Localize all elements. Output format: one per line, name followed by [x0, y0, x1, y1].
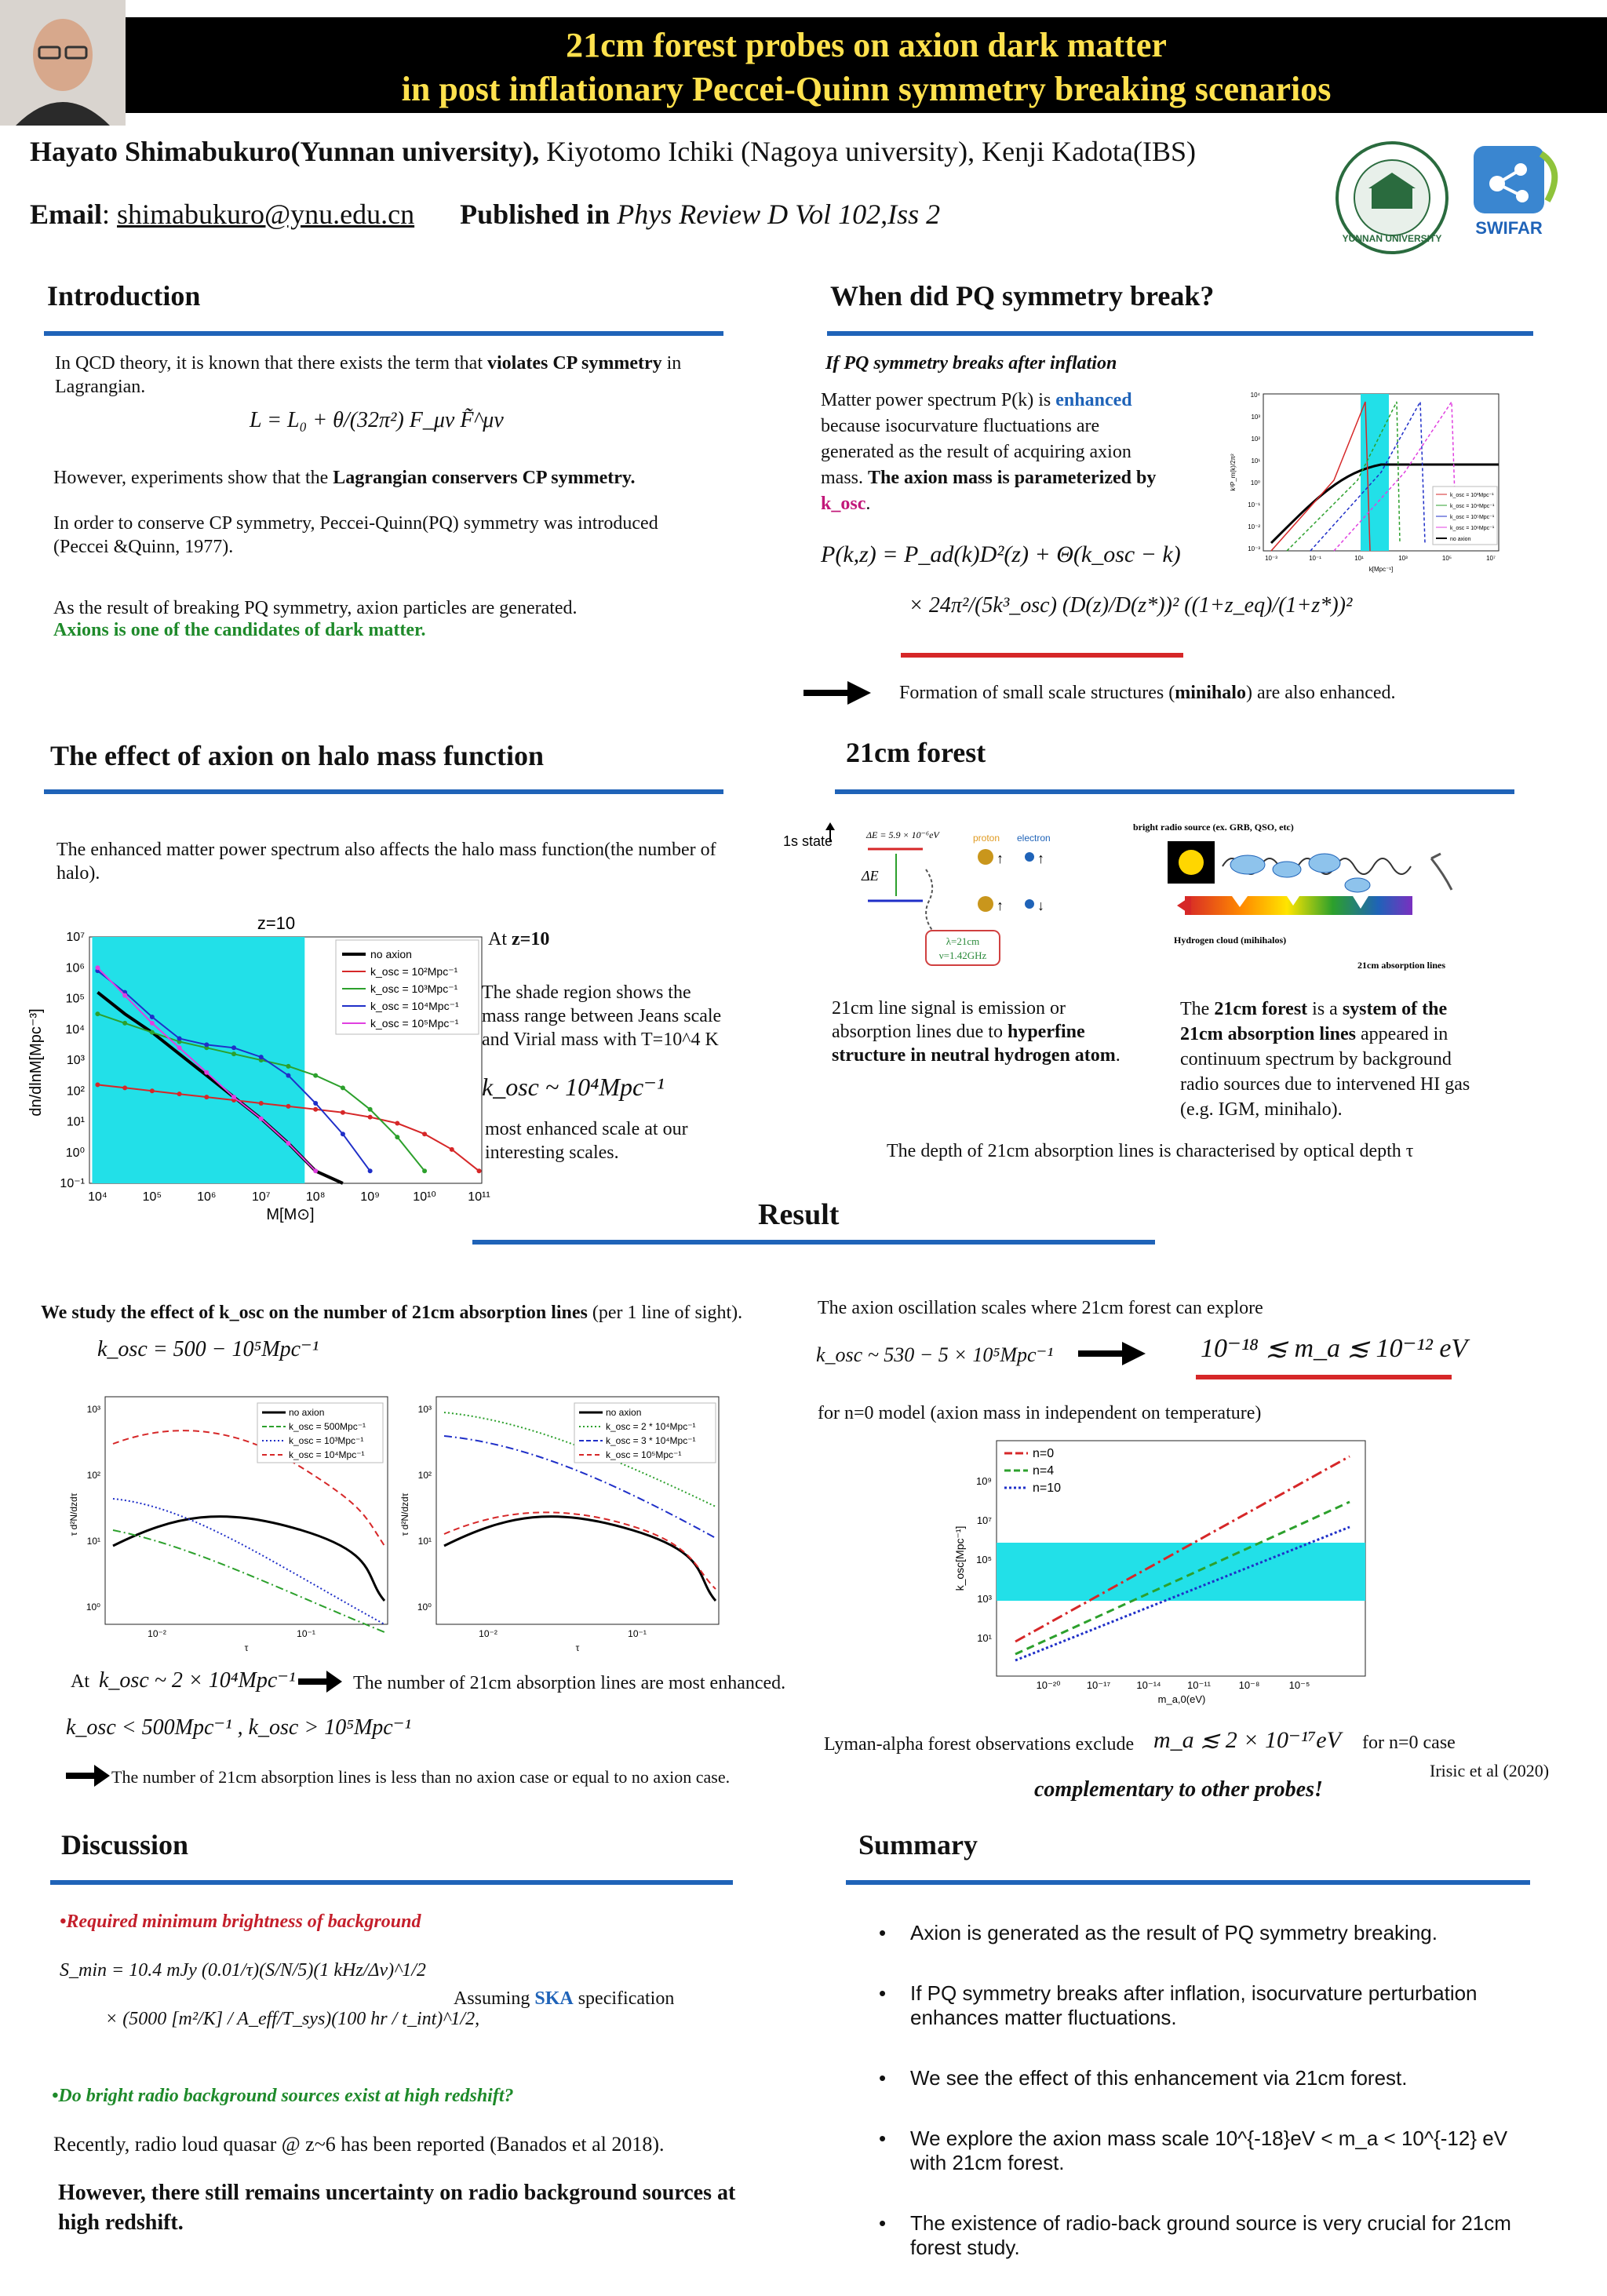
hmf-xtick: 10⁸	[305, 1190, 326, 1204]
result-at-eq: k_osc ~ 2 × 10⁴Mpc⁻¹	[99, 1668, 296, 1693]
discussion-q2: •Do bright radio background sources exist at high redshift?	[52, 2086, 514, 2106]
result-cond-text: The number of 21cm absorption lines is less than no axion case or equal to no axion case.	[111, 1767, 731, 1787]
tau-b-ytick-2: 10¹	[417, 1536, 432, 1547]
summary-heading: Summary	[858, 1829, 978, 1860]
hmf-point	[422, 1168, 427, 1173]
tau-b-ylabel: τ d²N/dzdτ	[399, 1492, 410, 1536]
halo-scale-note: most enhanced scale at our interesting scales.	[485, 1119, 688, 1163]
result-heading: Result	[758, 1198, 840, 1231]
hyperfine-diagram	[780, 822, 1078, 979]
kosc-ytick-1: 10⁷	[976, 1514, 992, 1526]
tau-a-ytick-1: 10²	[86, 1470, 100, 1481]
proton-label: proton	[973, 833, 1000, 844]
hmf-point	[150, 1021, 155, 1026]
kosc-legend-2: n=10	[1033, 1481, 1062, 1495]
tau-b-xlabel: τ	[575, 1642, 580, 1653]
kosc-ytick-3: 10³	[977, 1593, 992, 1605]
tau-a-ytick-0: 10³	[86, 1404, 100, 1415]
hmf-point	[422, 1132, 427, 1136]
kosc-xtick-0: 10⁻²⁰	[1036, 1679, 1061, 1691]
svg-text:↑: ↑	[997, 898, 1004, 913]
electron-label: electron	[1017, 833, 1051, 844]
hmf-xtick: 10⁴	[88, 1190, 107, 1204]
halo-kosc-eq: k_osc ~ 10⁴Mpc⁻¹	[482, 1073, 665, 1101]
tau-plot-a	[66, 1389, 395, 1656]
hmf-point	[259, 1055, 264, 1059]
hmf-ytick: 10⁷	[66, 931, 85, 944]
hmf-ytick: 10¹	[66, 1115, 85, 1129]
hmf-point	[395, 1121, 399, 1125]
result-study-text: We study the effect of k_osc on the number of 21cm absorption lines (per 1 line of sight).	[41, 1303, 743, 1323]
tau-a-ytick-3: 10⁰	[86, 1602, 100, 1613]
telescope-icon	[1431, 854, 1452, 890]
hmf-point	[313, 1168, 318, 1173]
halo-shade-note: The shade region shows the mass range between Jeans scale and Virial mass with T=10^4 K	[482, 982, 722, 1050]
nu-label: ν=1.42GHz	[938, 949, 987, 961]
pk-ytick-5: 10⁻¹	[1248, 501, 1260, 508]
hmf-xtick: 10¹¹	[468, 1190, 490, 1204]
summary-item: • Axion is generated as the result of PQ symmetry breaking.	[879, 1921, 1522, 1945]
halo-intro-text: The enhanced matter power spectrum also affects the halo mass function(the number of halo).	[56, 840, 716, 884]
hmf-point	[95, 965, 100, 970]
hmf-point	[95, 1011, 100, 1016]
hmf-point	[231, 1095, 236, 1099]
svg-text:↑: ↑	[1037, 851, 1044, 866]
hmf-point	[95, 1082, 100, 1087]
deltaE-label: ΔE	[862, 868, 879, 884]
pk-ytick-7: 10⁻³	[1248, 545, 1260, 552]
complementary-text: complementary to other probes!	[1034, 1777, 1323, 1802]
tau-a-legend-1: k_osc = 500Mpc⁻¹	[289, 1421, 366, 1432]
tau-a-xtick-0: 10⁻²	[148, 1628, 166, 1639]
hmf-xtick: 10¹⁰	[413, 1190, 436, 1204]
hmf-ylabel: dn/dlnM[Mpc⁻³]	[27, 1008, 45, 1117]
result-mass-range: 10⁻¹⁸ ≲ m_a ≲ 10⁻¹² eV	[1201, 1334, 1468, 1363]
hmf-point	[177, 1045, 182, 1050]
tau-b-legend-0: no axion	[606, 1407, 642, 1418]
poster-title: 21cm forest probes on axion dark matter in post inflationary Peccei-Quinn symmetry breaking scenarios	[126, 17, 1607, 113]
pq-body: Matter power spectrum P(k) is enhanced because isocurvature fluctuations are generated as the result of acquiring axion mass. The axion mass is parameterized by k_osc.	[821, 390, 1157, 514]
hmf-point	[177, 1037, 182, 1041]
forest-depth-text: The depth of 21cm absorption lines is characterised by optical depth τ	[887, 1141, 1414, 1161]
tau-b-xtick-0: 10⁻²	[479, 1628, 497, 1639]
hmf-point	[286, 1064, 290, 1069]
result-at-label: At	[71, 1671, 89, 1692]
tau-a-ylabel: τ d²N/dzdτ	[68, 1492, 79, 1536]
arrow-icon	[297, 1670, 344, 1693]
result-at-text: The number of 21cm absorption lines are most enhanced.	[353, 1673, 786, 1693]
discussion-smin-eq2: × (5000 [m²/K] / A_eff/T_sys)(100 hr / t_int)^1/2,	[105, 2009, 480, 2029]
hmf-point	[150, 1088, 155, 1093]
hmf-point	[150, 1015, 155, 1019]
deltaE-value: ΔE = 5.9 × 10⁻⁶eV	[866, 829, 939, 840]
pk-xtick-5: 10⁷	[1486, 555, 1496, 562]
lyman-case: for n=0 case	[1362, 1733, 1456, 1753]
pk-ytick-4: 10⁰	[1250, 479, 1260, 487]
hmf-point	[341, 1110, 345, 1115]
hmf-legend-label: k_osc = 10⁴Mpc⁻¹	[370, 1000, 459, 1012]
lambda-label: λ=21cm	[946, 935, 980, 947]
pk-legend-0: k_osc = 10³Mpc⁻¹	[1450, 493, 1494, 498]
mass-range-underline	[1196, 1375, 1452, 1379]
kosc-xlabel: m_a,0(eV)	[1157, 1693, 1206, 1705]
summary-item: • We explore the axion mass scale 10^{-18}eV < m_a < 10^{-12} eV with 21cm forest.	[879, 2127, 1522, 2175]
intro-heading: Introduction	[47, 280, 201, 312]
summary-item: • The existence of radio-back ground source is very crucial for 21cm forest study.	[879, 2211, 1522, 2260]
hmf-ytick: 10²	[66, 1084, 85, 1099]
pk-legend-3: k_osc = 10⁶Mpc⁻¹	[1450, 526, 1495, 531]
pq-power-eq2: × 24π²/(5k³_osc) (D(z)/D(z*))² ((1+z_eq)/(1+z*))²	[909, 593, 1353, 618]
lyman-text: Lyman-alpha forest observations exclude	[824, 1734, 1135, 1755]
tau-a-xtick-1: 10⁻¹	[297, 1628, 315, 1639]
hmf-point	[204, 1095, 209, 1099]
kosc-xtick-2: 10⁻¹⁴	[1136, 1679, 1161, 1691]
hmf-ytick: 10³	[66, 1054, 85, 1067]
hmf-point	[313, 1107, 318, 1112]
kosc-legend-1: n=4	[1033, 1464, 1055, 1478]
discussion-underline	[50, 1880, 733, 1885]
hmf-point	[286, 1104, 290, 1109]
tau-b-xtick-1: 10⁻¹	[628, 1628, 647, 1639]
hmf-point	[122, 993, 127, 998]
result-n0-text: for n=0 model (axion mass in independent on temperature)	[818, 1403, 1262, 1423]
tau-b-ytick-3: 10⁰	[417, 1602, 432, 1613]
result-underline	[472, 1240, 1155, 1245]
summary-underline	[846, 1880, 1530, 1885]
hmf-title: z=10	[257, 913, 296, 933]
summary-list	[879, 1921, 1522, 2296]
summary-item: • If PQ symmetry breaks after inflation, isocurvature perturbation enhances matter fluctuations.	[879, 1981, 1522, 2030]
hmf-point	[286, 1141, 290, 1146]
intro-pq-text: In order to conserve CP symmetry, Peccei-Quinn(PQ) symmetry was introduced (Peccei &Quinn, 1977).	[53, 513, 658, 557]
hmf-point	[204, 1070, 209, 1075]
hmf-point	[368, 1107, 373, 1112]
forest-definition-text: The 21cm forest is a system of the 21cm absorption lines appeared in continuum spectrum by background radio sources due to intervened HI gas (e.g. IGM, minihalo).	[1180, 999, 1470, 1120]
forest-hyperfine-text: 21cm line signal is emission or absorption lines due to hyperfine structure in neutral hydrogen atom.	[832, 998, 1121, 1066]
forest-heading: 21cm forest	[846, 737, 986, 768]
tau-b-legend-1: k_osc = 2 * 10⁴Mpc⁻¹	[606, 1421, 696, 1432]
tau-a-legend-3: k_osc = 10⁴Mpc⁻¹	[289, 1449, 365, 1460]
ska-text: Assuming SKA specification	[454, 1988, 675, 2009]
hmf-point	[313, 1073, 318, 1078]
discussion-p2: However, there still remains uncertainty on radio background sources at high redshift.	[58, 2181, 736, 2235]
hmf-point	[477, 1168, 482, 1173]
svg-text:↑: ↑	[997, 851, 1004, 866]
discussion-p1: Recently, radio loud quasar @ z~6 has been reported (Banados et al 2018).	[53, 2133, 665, 2156]
forest-schematic	[1130, 819, 1491, 976]
hmf-ytick: 10⁴	[65, 1022, 85, 1037]
tau-b-ytick-1: 10²	[417, 1470, 432, 1481]
hmf-point	[341, 1132, 345, 1136]
kosc-legend-0: n=0	[1033, 1447, 1055, 1460]
hmf-ytick: 10⁰	[65, 1146, 85, 1160]
hmf-point	[150, 1030, 155, 1035]
hmf-legend-label: no axion	[370, 948, 412, 960]
tau-b-ytick-0: 10³	[417, 1404, 432, 1415]
hmf-ytick: 10⁻¹	[60, 1177, 85, 1190]
hmf-point	[341, 1085, 345, 1090]
hmf-shade-region	[92, 937, 304, 1183]
hmf-xtick: 10⁷	[251, 1190, 271, 1204]
hmf-point	[450, 1147, 454, 1152]
tau-b-legend-2: k_osc = 3 * 10⁴Mpc⁻¹	[606, 1435, 696, 1446]
hmf-point	[259, 1101, 264, 1106]
pk-xtick-0: 10⁻³	[1265, 555, 1277, 562]
halo-mass-function-chart	[24, 910, 490, 1224]
svg-text:↓: ↓	[1037, 898, 1044, 913]
pk-xtick-3: 10³	[1398, 555, 1408, 562]
tau-plot-b	[397, 1389, 727, 1656]
result-kosc-range: k_osc ~ 530 − 5 × 10⁵Mpc⁻¹	[816, 1343, 1054, 1366]
intro-body: In QCD theory, it is known that there exists the term that violates CP symmetry in Lagrangian.	[55, 353, 682, 397]
halo-heading: The effect of axion on halo mass function	[50, 740, 544, 771]
hmf-point	[368, 1168, 373, 1173]
pk-xtick-2: 10¹	[1354, 555, 1364, 562]
hmf-point	[231, 1045, 236, 1050]
minihalo-text: Formation of small scale structures (minihalo) are also enhanced.	[899, 683, 1396, 703]
pk-xtick-4: 10⁵	[1441, 555, 1452, 562]
intro-underline	[44, 331, 723, 336]
intro-cp-text: However, experiments show that the Lagrangian conservers CP symmetry.	[53, 468, 636, 488]
kosc-xtick-3: 10⁻¹¹	[1187, 1679, 1211, 1691]
pq-underline	[827, 331, 1533, 336]
arrow-icon	[64, 1764, 111, 1788]
result-cond-eq: k_osc < 500Mpc⁻¹ , k_osc > 10⁵Mpc⁻¹	[66, 1715, 411, 1740]
hmf-point	[259, 1117, 264, 1121]
pk-ytick-0: 10⁴	[1250, 392, 1260, 399]
speaker-photo	[0, 0, 126, 126]
discussion-smin-eq1: S_min = 10.4 mJy (0.01/τ)(S/N/5)(1 kHz/Δν)^1/2	[60, 1960, 426, 1981]
contact-line: Email: shimabukuro@ynu.edu.cn Published in Phys Review D Vol 102,Iss 2	[30, 199, 941, 230]
pk-ytick-2: 10²	[1251, 436, 1260, 443]
hmf-xtick: 10⁶	[197, 1190, 217, 1204]
svg-text:SWIFAR: SWIFAR	[1475, 218, 1543, 238]
pk-xlabel: k[Mpc⁻¹]	[1368, 566, 1394, 573]
intro-axion-text: As the result of breaking PQ symmetry, axion particles are generated.	[53, 598, 578, 618]
hmf-xlabel: M[M⊙]	[266, 1206, 315, 1223]
irsic-ref: Irisic et al (2020)	[1430, 1761, 1550, 1780]
hmf-point	[122, 1085, 127, 1090]
yunnan-university-logo	[1334, 140, 1450, 256]
kosc-xtick-5: 10⁻⁵	[1288, 1679, 1310, 1691]
pk-legend-2: k_osc = 10⁵Mpc⁻¹	[1450, 515, 1495, 520]
hmf-xtick: 10⁹	[360, 1190, 380, 1204]
pk-ylabel: k³P_m(k)/2π²	[1230, 454, 1237, 491]
email-link[interactable]: shimabukuro@ynu.edu.cn	[117, 199, 415, 230]
hmf-point	[231, 1051, 236, 1056]
arrow-icon	[1077, 1340, 1147, 1367]
tau-a-legend-2: k_osc = 10³Mpc⁻¹	[289, 1435, 364, 1446]
pq-heading: When did PQ symmetry break?	[830, 280, 1215, 312]
hmf-point	[313, 1101, 318, 1106]
kosc-ylabel: k_osc[Mpc⁻¹]	[953, 1525, 966, 1591]
pk-xtick-1: 10⁻¹	[1309, 555, 1321, 562]
result-range-eq: k_osc = 500 − 10⁵Mpc⁻¹	[97, 1337, 319, 1361]
hmf-legend-label: k_osc = 10⁵Mpc⁻¹	[370, 1017, 459, 1030]
halo-underline	[44, 789, 723, 794]
summary-item: • We see the effect of this enhancement via 21cm forest.	[879, 2066, 1522, 2090]
arrow-icon	[802, 680, 873, 706]
tau-a-ytick-2: 10¹	[86, 1536, 100, 1547]
authors: Hayato Shimabukuro(Yunnan university), Kiyotomo Ichiki (Nagoya university), Kenji Kadota(IBS)	[30, 136, 1197, 167]
halo-at-z: At z=10	[488, 929, 550, 949]
power-spectrum-plot	[1224, 386, 1507, 574]
hcloud-label: Hydrogen cloud (mihihalos)	[1174, 935, 1287, 946]
hmf-ytick: 10⁵	[65, 992, 85, 1006]
hmf-legend-label: k_osc = 10³Mpc⁻¹	[370, 982, 458, 995]
hmf-point	[122, 1021, 127, 1026]
kosc-ytick-2: 10⁵	[976, 1554, 992, 1565]
kosc-ytick-4: 10¹	[977, 1632, 992, 1644]
intro-dm-text: Axions is one of the candidates of dark matter.	[53, 620, 426, 640]
tau-a-legend-0: no axion	[289, 1407, 325, 1418]
kosc-xtick-1: 10⁻¹⁷	[1086, 1679, 1111, 1691]
pk-legend-1: k_osc = 10⁴Mpc⁻¹	[1450, 504, 1495, 509]
discussion-q1: •Required minimum brightness of background	[60, 1912, 421, 1932]
pk-ytick-3: 10¹	[1251, 457, 1260, 465]
pk-legend-4: no axion	[1450, 537, 1471, 542]
abs-lines-label: 21cm absorption lines	[1357, 960, 1446, 971]
tau-a-xlabel: τ	[244, 1642, 249, 1653]
bright-source-label: bright radio source (ex. GRB, QSO, etc)	[1133, 822, 1294, 833]
pk-ytick-1: 10³	[1251, 414, 1260, 421]
hmf-xtick: 10⁵	[142, 1190, 162, 1204]
forest-underline	[835, 789, 1514, 794]
hmf-ytick: 10⁶	[65, 961, 85, 975]
hmf-point	[204, 1042, 209, 1047]
result-right-text: The axion oscillation scales where 21cm forest can explore	[818, 1298, 1263, 1318]
hmf-point	[286, 1073, 290, 1078]
intro-lagrangian-eq: L = L₀ + θ/(32π²) F_μν F̃^μν	[250, 408, 504, 432]
lyman-eq: m_a ≲ 2 × 10⁻¹⁷eV	[1153, 1727, 1341, 1753]
discussion-heading: Discussion	[61, 1829, 189, 1860]
kosc-xtick-4: 10⁻⁸	[1238, 1679, 1260, 1691]
pk-ytick-6: 10⁻²	[1248, 523, 1260, 530]
hmf-point	[368, 1115, 373, 1120]
kosc-mass-plot	[949, 1433, 1373, 1707]
hmf-legend-label: k_osc = 10²Mpc⁻¹	[370, 965, 458, 978]
state-label: 1s state	[783, 833, 833, 849]
swifar-logo	[1466, 146, 1568, 240]
kosc-ytick-0: 10⁹	[975, 1475, 992, 1487]
tau-b-legend-3: k_osc = 10⁵Mpc⁻¹	[606, 1449, 682, 1460]
pq-subheading: If PQ symmetry breaks after inflation	[825, 353, 1117, 374]
svg-text:YUNNAN UNIVERSITY: YUNNAN UNIVERSITY	[1342, 233, 1442, 244]
pq-eq-underline	[901, 653, 1183, 658]
pq-power-eq1: P(k,z) = P_ad(k)D²(z) + Θ(k_osc − k)	[821, 541, 1181, 567]
hmf-point	[177, 1092, 182, 1096]
hmf-point	[395, 1135, 399, 1139]
